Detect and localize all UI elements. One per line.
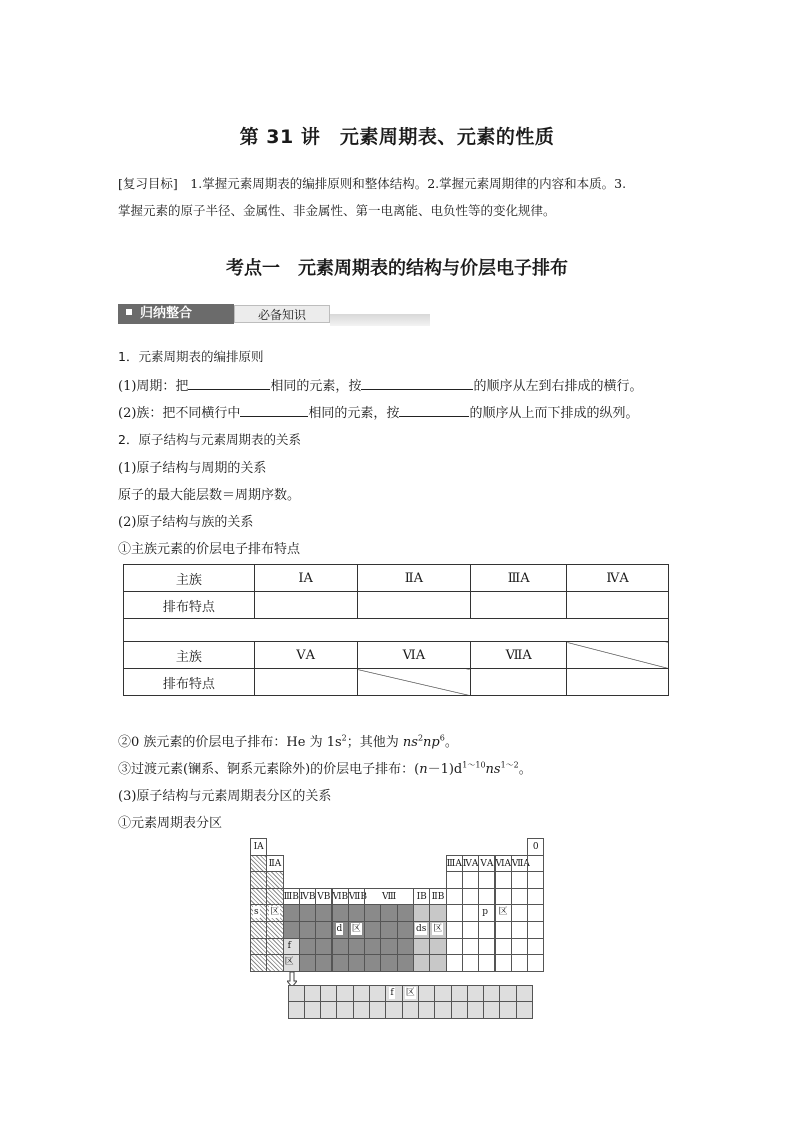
p-block-cell xyxy=(511,888,528,906)
s-block-cell xyxy=(250,855,267,873)
s-block-cell xyxy=(250,954,267,972)
f-block-label: f xyxy=(390,987,394,998)
group-iia-header: ⅡA xyxy=(266,855,283,873)
f-block-cell xyxy=(288,985,305,1003)
table-cell: ⅥA xyxy=(357,642,471,669)
f-block-cell xyxy=(451,1001,468,1019)
sub-heading: (1)原子结构与周期的关系 xyxy=(118,461,267,476)
heading-1: 1．元素周期表的编排原则 xyxy=(118,349,264,364)
f-block-cell xyxy=(434,1001,451,1019)
review-label: [复习目标] xyxy=(118,176,178,191)
group-ib-header: ⅠB xyxy=(413,888,430,906)
ds-block-cell xyxy=(429,938,446,956)
table-cell: 排布特点 xyxy=(124,592,255,619)
f-block-cell xyxy=(418,985,435,1003)
ds-block-cell xyxy=(413,904,430,922)
answer-cell[interactable] xyxy=(567,592,669,619)
p-block-cell xyxy=(446,888,463,906)
p-block-label: p xyxy=(482,907,488,918)
f-block-cell xyxy=(304,985,321,1003)
square-icon xyxy=(126,309,132,315)
period-text-c: 的顺序从左到右排成的横行。 xyxy=(473,379,643,394)
p-block-cell xyxy=(495,871,512,889)
group-zero-header: 0 xyxy=(527,838,544,856)
group-viii-header: Ⅷ xyxy=(364,888,414,906)
p-block-cell xyxy=(478,871,495,889)
d-block-cell xyxy=(397,904,414,922)
transition-note xyxy=(118,758,532,777)
table-cell: ⅤA xyxy=(254,642,357,669)
d-block-cell xyxy=(397,954,414,972)
p-block-cell xyxy=(478,888,495,906)
table-cell: 主族 xyxy=(124,642,255,669)
blank-field[interactable] xyxy=(361,377,473,390)
p-block-cell xyxy=(446,904,463,922)
f-block-cell xyxy=(434,985,451,1003)
p-block-cell xyxy=(478,921,495,939)
table-cell: ⅦA xyxy=(471,642,567,669)
note-text: 。 xyxy=(518,762,532,777)
d-block-cell xyxy=(380,938,397,956)
answer-cell[interactable] xyxy=(254,592,357,619)
period-text-b: 相同的元素，按 xyxy=(270,379,362,394)
main-group-table xyxy=(123,564,669,696)
note-text: ③过渡元素(镧系、锕系元素除外)的价层电子排布：( xyxy=(118,762,420,777)
f-block-cell xyxy=(353,1001,370,1019)
f-block-cell xyxy=(336,985,353,1003)
table-row xyxy=(124,592,669,619)
note-sup: 1～10 xyxy=(462,760,486,770)
p-block-cell xyxy=(511,871,528,889)
f-block-cell xyxy=(369,1001,386,1019)
answer-cell[interactable] xyxy=(357,592,471,619)
d-block-cell xyxy=(283,921,300,939)
table-cell: ⅡA xyxy=(357,565,471,592)
s-block-cell xyxy=(266,938,283,956)
group-a-header: ⅥA xyxy=(495,855,512,873)
ds-block-cell xyxy=(413,938,430,956)
review-text: 1.掌握元素周期表的编排原则和整体结构。2.掌握元素周期律的内容和本质。3. xyxy=(177,176,627,191)
group-ia-header: ⅠA xyxy=(250,838,267,856)
p-block-cell xyxy=(495,954,512,972)
note-italic: n xyxy=(419,762,428,777)
group-b-header: ⅥB xyxy=(332,888,349,906)
p-block-cell xyxy=(462,938,479,956)
f-block-cell xyxy=(499,1001,516,1019)
p-block-cell xyxy=(495,921,512,939)
group-b-header: ⅢB xyxy=(283,888,300,906)
table-spacer xyxy=(124,619,669,642)
note-sup: 1～2 xyxy=(500,760,519,770)
banner-line xyxy=(330,314,430,326)
p-block-cell xyxy=(462,871,479,889)
d-block-cell xyxy=(397,938,414,956)
ds-block-label: ds xyxy=(416,924,427,934)
zero-group-note xyxy=(118,731,458,750)
answer-cell[interactable] xyxy=(471,669,567,696)
f-column-qu: 区 xyxy=(284,957,294,968)
d-block-cell xyxy=(380,954,397,972)
d-block-cell xyxy=(348,904,365,922)
note-text: ；其他为 xyxy=(346,735,403,750)
p-block-cell xyxy=(495,888,512,906)
s-block-cell xyxy=(250,938,267,956)
group-sentence xyxy=(118,402,638,421)
group-a-header: ⅤA xyxy=(478,855,495,873)
f-block-cell xyxy=(304,1001,321,1019)
p-block-cell xyxy=(446,921,463,939)
p-block-cell xyxy=(446,954,463,972)
p-block-cell xyxy=(527,871,544,889)
f-block-cell xyxy=(499,985,516,1003)
answer-cell[interactable] xyxy=(471,592,567,619)
table-cell: ⅠA xyxy=(254,565,357,592)
p-block-cell xyxy=(495,938,512,956)
p-block-cell xyxy=(527,921,544,939)
sub-heading: ①元素周期表分区 xyxy=(118,816,223,831)
group-a-header: ⅦA xyxy=(511,855,528,873)
banner-main-label: 归纳整合 xyxy=(140,306,193,321)
ds-block-cell xyxy=(429,954,446,972)
f-block-cell xyxy=(320,985,337,1003)
note-text: －1)d xyxy=(427,762,463,777)
section-banner xyxy=(118,304,430,326)
period-text-a: (1)周期：把 xyxy=(118,379,189,394)
d-block-cell xyxy=(283,904,300,922)
group-iib-header: ⅡB xyxy=(429,888,446,906)
group-b-header: ⅤB xyxy=(315,888,332,906)
f-block-cell xyxy=(451,985,468,1003)
paragraph: 原子的最大能层数＝周期序数。 xyxy=(118,488,301,503)
p-block-cell xyxy=(527,855,544,873)
review-text-2: 掌握元素的原子半径、金属性、非金属性、第一电离能、电负性等的变化规律。 xyxy=(118,203,556,218)
ds-block-qu: 区 xyxy=(433,924,443,934)
d-block-cell xyxy=(315,954,332,972)
p-block-cell xyxy=(478,954,495,972)
s-block-cell xyxy=(266,954,283,972)
d-block-cell xyxy=(299,954,316,972)
p-block-cell xyxy=(511,904,528,922)
p-block-cell xyxy=(462,888,479,906)
note-sup: 2 xyxy=(417,733,424,743)
note-text: 。 xyxy=(444,735,458,750)
table-cell: 排布特点 xyxy=(124,669,255,696)
s-block-cell xyxy=(266,871,283,889)
p-block-cell xyxy=(511,921,528,939)
group-text-a: (2)族：把不同横行中 xyxy=(118,406,241,421)
p-block-cell xyxy=(527,938,544,956)
d-block-cell xyxy=(397,921,414,939)
note-sup: 2 xyxy=(341,733,347,743)
p-block-cell xyxy=(446,871,463,889)
f-block-cell xyxy=(516,1001,533,1019)
f-block-cell xyxy=(483,1001,500,1019)
group-a-header: ⅣA xyxy=(462,855,479,873)
page-title: 第 31 讲 元素周期表、元素的性质 xyxy=(239,126,555,148)
d-block-cell xyxy=(315,921,332,939)
review-goals xyxy=(118,170,678,224)
p-block-cell xyxy=(511,954,528,972)
f-block-cell xyxy=(418,1001,435,1019)
group-b-header: ⅣB xyxy=(299,888,316,906)
p-block-cell xyxy=(527,904,544,922)
f-block-cell xyxy=(483,985,500,1003)
answer-cell[interactable] xyxy=(254,669,357,696)
d-block-cell xyxy=(315,904,332,922)
note-text: ②0 族元素的价层电子排布：He 为 1s xyxy=(118,735,342,750)
d-block-cell xyxy=(348,938,365,956)
sub-heading: (2)原子结构与族的关系 xyxy=(118,515,254,530)
d-block-cell xyxy=(364,954,381,972)
ds-block-cell xyxy=(413,954,430,972)
p-block-cell xyxy=(462,954,479,972)
blank-field[interactable] xyxy=(240,404,308,417)
p-block-cell xyxy=(462,921,479,939)
d-block-cell xyxy=(299,938,316,956)
s-block-cell xyxy=(250,888,267,906)
table-row xyxy=(124,619,669,642)
note-italic: ns xyxy=(402,735,418,750)
p-block-cell xyxy=(462,904,479,922)
group-a-header: ⅢA xyxy=(446,855,463,873)
d-block-label: d xyxy=(336,924,343,934)
banner-tag: 必备知识 xyxy=(234,305,330,323)
d-block-cell xyxy=(332,938,349,956)
d-block-cell xyxy=(364,921,381,939)
p-block-cell xyxy=(527,888,544,906)
f-block-cell xyxy=(385,1001,402,1019)
d-block-cell xyxy=(332,904,349,922)
diagonal-cell xyxy=(567,642,669,669)
table-row xyxy=(124,565,669,592)
d-block-cell xyxy=(315,938,332,956)
sub-heading: ①主族元素的价层电子排布特点 xyxy=(118,542,301,557)
diagonal-cell xyxy=(357,669,471,696)
f-block-cell xyxy=(353,985,370,1003)
table-cell: ⅣA xyxy=(567,565,669,592)
f-block-cell xyxy=(369,985,386,1003)
ds-block-cell xyxy=(429,904,446,922)
f-column-cell xyxy=(283,938,300,956)
answer-cell[interactable] xyxy=(567,669,669,696)
f-block-qu: 区 xyxy=(405,987,415,998)
f-block-cell xyxy=(320,1001,337,1019)
table-row xyxy=(124,669,669,696)
note-italic: ns xyxy=(485,762,501,777)
s-block-qu: 区 xyxy=(270,907,280,918)
heading-2: 2．原子结构与元素周期表的关系 xyxy=(118,432,301,447)
group-b-header: ⅦB xyxy=(348,888,365,906)
s-block-label: s xyxy=(254,907,259,918)
p-block-cell xyxy=(446,938,463,956)
table-cell: 主族 xyxy=(124,565,255,592)
note-italic: np xyxy=(423,735,440,750)
d-block-cell xyxy=(380,904,397,922)
blank-field[interactable] xyxy=(188,377,270,390)
section-title: 考点一 元素周期表的结构与价层电子排布 xyxy=(226,258,568,279)
periodic-table-diagram xyxy=(250,838,539,1020)
p-block-qu: 区 xyxy=(498,907,508,918)
f-block-cell xyxy=(467,1001,484,1019)
f-block-cell xyxy=(516,985,533,1003)
s-block-cell xyxy=(266,921,283,939)
banner-main xyxy=(118,304,234,324)
s-block-cell xyxy=(250,921,267,939)
d-block-cell xyxy=(299,921,316,939)
d-block-cell xyxy=(364,904,381,922)
d-block-cell xyxy=(348,954,365,972)
d-block-qu: 区 xyxy=(351,924,361,934)
blank-field[interactable] xyxy=(399,404,469,417)
group-text-c: 的顺序从上而下排成的纵列。 xyxy=(469,406,639,421)
period-sentence xyxy=(118,375,642,394)
table-cell: ⅢA xyxy=(471,565,567,592)
p-block-cell xyxy=(511,938,528,956)
p-block-cell xyxy=(527,954,544,972)
sub-heading: (3)原子结构与元素周期表分区的关系 xyxy=(118,789,332,804)
d-block-cell xyxy=(364,938,381,956)
group-text-b: 相同的元素，按 xyxy=(308,406,400,421)
note-sup: 6 xyxy=(439,733,445,743)
f-block-cell xyxy=(402,1001,419,1019)
f-block-cell xyxy=(467,985,484,1003)
d-block-cell xyxy=(299,904,316,922)
f-column-label: f xyxy=(287,940,291,951)
s-block-cell xyxy=(266,888,283,906)
d-block-cell xyxy=(380,921,397,939)
f-block-cell xyxy=(336,1001,353,1019)
p-block-cell xyxy=(478,938,495,956)
d-block-cell xyxy=(332,954,349,972)
s-block-cell xyxy=(250,871,267,889)
table-row xyxy=(124,642,669,669)
f-block-cell xyxy=(288,1001,305,1019)
